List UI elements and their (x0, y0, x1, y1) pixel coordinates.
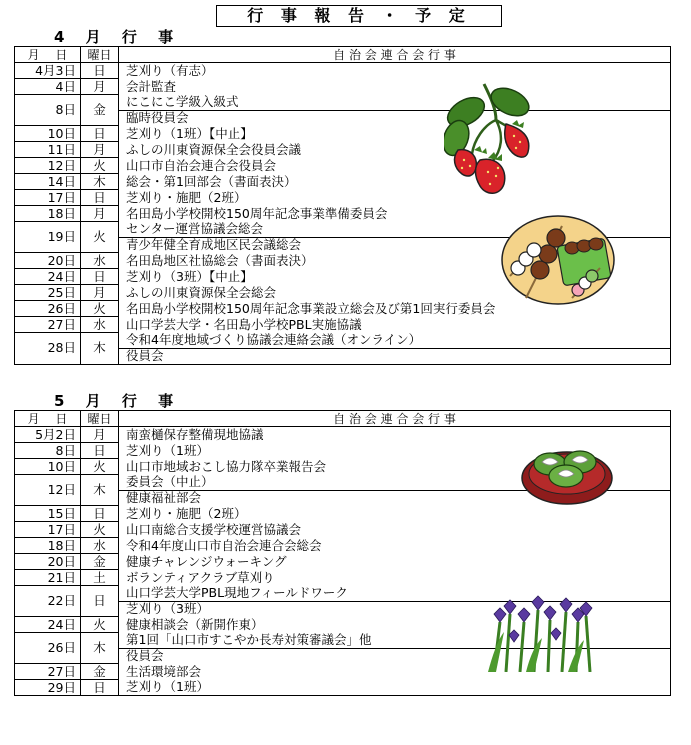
april-heading: 4 月 行 事 (54, 28, 182, 46)
may-heading: 5 月 行 事 (54, 392, 182, 410)
row-weekday: 月 (81, 79, 119, 95)
row-date: 10日 (15, 126, 81, 142)
header-events: 自 治 会 連 合 会 行 事 (119, 47, 671, 63)
row-date: 28日 (15, 333, 81, 365)
row-event: 芝刈り（1班） (119, 443, 671, 459)
row-date: 26日 (15, 633, 81, 664)
row-weekday: 日 (81, 190, 119, 206)
strawberry-icon (444, 80, 536, 198)
row-event: 芝刈り（1班）【中止】 (119, 126, 671, 142)
row-weekday: 月 (81, 427, 119, 443)
row-date: 4日 (15, 79, 81, 95)
table-row (15, 333, 671, 349)
table-row (15, 522, 671, 538)
row-event: 役員会 (119, 648, 671, 664)
row-event: 会計監査 (119, 79, 671, 95)
row-weekday: 木 (81, 174, 119, 190)
table-row (15, 506, 671, 522)
row-event: 芝刈り（3班）【中止】 (119, 269, 671, 285)
row-event: 芝刈り・施肥（2班） (119, 506, 671, 522)
row-date: 17日 (15, 190, 81, 206)
row-weekday: 火 (81, 158, 119, 174)
header-date: 月 日 (15, 47, 81, 63)
row-weekday: 日 (81, 586, 119, 617)
row-event: 山口学芸大学PBL現地フィールドワーク (119, 586, 671, 602)
row-event: ふしの川東資源保全会総会 (119, 285, 671, 301)
kashiwa-mochi-icon (520, 428, 614, 506)
row-date: 24日 (15, 269, 81, 285)
row-event: ボランティアクラブ草刈り (119, 570, 671, 586)
row-event: 名田島小学校開校150周年記念事業準備委員会 (119, 206, 671, 222)
row-date: 11日 (15, 142, 81, 158)
row-date: 10日 (15, 459, 81, 475)
april-schedule-table (14, 46, 671, 365)
row-weekday: 日 (81, 269, 119, 285)
row-event: 山口南総合支援学校運営協議会 (119, 522, 671, 538)
row-date: 15日 (15, 506, 81, 522)
table-row (15, 680, 671, 696)
row-weekday: 月 (81, 206, 119, 222)
row-weekday: 火 (81, 301, 119, 317)
row-event: 芝刈り（1班） (119, 680, 671, 696)
row-date: 24日 (15, 617, 81, 633)
row-weekday: 日 (81, 63, 119, 79)
row-weekday: 水 (81, 253, 119, 269)
row-weekday: 土 (81, 570, 119, 586)
row-date: 27日 (15, 317, 81, 333)
row-weekday: 木 (81, 633, 119, 664)
row-event: 名田島地区社協総会（書面表決） (119, 253, 671, 269)
row-event: 南蛮樋保存整備現地協議 (119, 427, 671, 443)
header-events: 自 治 会 連 合 会 行 事 (119, 411, 671, 427)
row-date: 8日 (15, 95, 81, 126)
row-date: 29日 (15, 680, 81, 696)
row-event: 健康福祉部会 (119, 490, 671, 506)
row-event: 山口学芸大学・名田島小学校PBL実施協議 (119, 317, 671, 333)
row-event: 令和4年度山口市自治会連合会総会 (119, 538, 671, 554)
row-date: 17日 (15, 522, 81, 538)
row-weekday: 火 (81, 617, 119, 633)
row-weekday: 金 (81, 95, 119, 126)
row-weekday: 水 (81, 538, 119, 554)
row-event: 芝刈り（有志） (119, 63, 671, 79)
row-date: 20日 (15, 554, 81, 570)
page-title: 行 事 報 告 ・ 予 定 (216, 5, 502, 27)
table-row (15, 142, 671, 158)
row-date: 18日 (15, 538, 81, 554)
row-date: 27日 (15, 664, 81, 680)
row-weekday: 日 (81, 443, 119, 459)
row-event: 令和4年度地域づくり協議会連絡会議（オンライン） (119, 333, 671, 349)
row-event: 芝刈り・施肥（2班） (119, 190, 671, 206)
table-header-row (15, 47, 671, 63)
row-event: 名田島小学校開校150周年記念事業設立総会及び第1回実行委員会 (119, 301, 671, 317)
table-row (15, 63, 671, 79)
table-row (15, 158, 671, 174)
iris-icon (486, 592, 598, 672)
row-date: 4月3日 (15, 63, 81, 79)
row-event: 委員会（中止） (119, 475, 671, 491)
row-date: 12日 (15, 475, 81, 506)
table-row (15, 126, 671, 142)
row-weekday: 火 (81, 222, 119, 253)
row-weekday: 日 (81, 506, 119, 522)
row-weekday: 日 (81, 680, 119, 696)
row-weekday: 火 (81, 459, 119, 475)
row-event: ふしの川東資源保全会役員会議 (119, 142, 671, 158)
row-event: 生活環境部会 (119, 664, 671, 680)
table-row (15, 174, 671, 190)
row-date: 19日 (15, 222, 81, 253)
row-date: 21日 (15, 570, 81, 586)
table-row (15, 79, 671, 95)
row-weekday: 月 (81, 142, 119, 158)
row-date: 26日 (15, 301, 81, 317)
table-row (15, 570, 671, 586)
table-row (15, 190, 671, 206)
header-date: 月 日 (15, 411, 81, 427)
row-event: センター運営協議会総会 (119, 222, 671, 238)
row-event: にこにこ学級入級式 (119, 95, 671, 111)
row-date: 8日 (15, 443, 81, 459)
row-weekday: 日 (81, 126, 119, 142)
table-row (15, 538, 671, 554)
row-date: 5月2日 (15, 427, 81, 443)
row-event: 役員会 (119, 348, 671, 364)
row-date: 20日 (15, 253, 81, 269)
row-weekday: 金 (81, 664, 119, 680)
row-date: 25日 (15, 285, 81, 301)
row-weekday: 月 (81, 285, 119, 301)
table-row (15, 95, 671, 111)
dango-icon (500, 212, 616, 308)
row-event: 臨時役員会 (119, 110, 671, 126)
row-weekday: 金 (81, 554, 119, 570)
table-row (15, 554, 671, 570)
header-weekday: 曜日 (81, 411, 119, 427)
row-event: 芝刈り（3班） (119, 601, 671, 617)
row-event: 健康相談会（新開作東） (119, 617, 671, 633)
row-weekday: 木 (81, 475, 119, 506)
row-event: 山口市地域おこし協力隊卒業報告会 (119, 459, 671, 475)
row-date: 22日 (15, 586, 81, 617)
row-event: 第1回「山口市すこやか長寿対策審議会」他 (119, 633, 671, 649)
row-date: 14日 (15, 174, 81, 190)
table-header-row (15, 411, 671, 427)
row-event: 山口市自治会連合会役員会 (119, 158, 671, 174)
table-row (15, 317, 671, 333)
row-weekday: 水 (81, 317, 119, 333)
row-event: 青少年健全育成地区民会議総会 (119, 237, 671, 253)
row-date: 18日 (15, 206, 81, 222)
header-weekday: 曜日 (81, 47, 119, 63)
row-weekday: 木 (81, 333, 119, 365)
row-date: 12日 (15, 158, 81, 174)
row-weekday: 火 (81, 522, 119, 538)
row-event: 健康チャレンジウォーキング (119, 554, 671, 570)
row-event: 総会・第1回部会（書面表決） (119, 174, 671, 190)
